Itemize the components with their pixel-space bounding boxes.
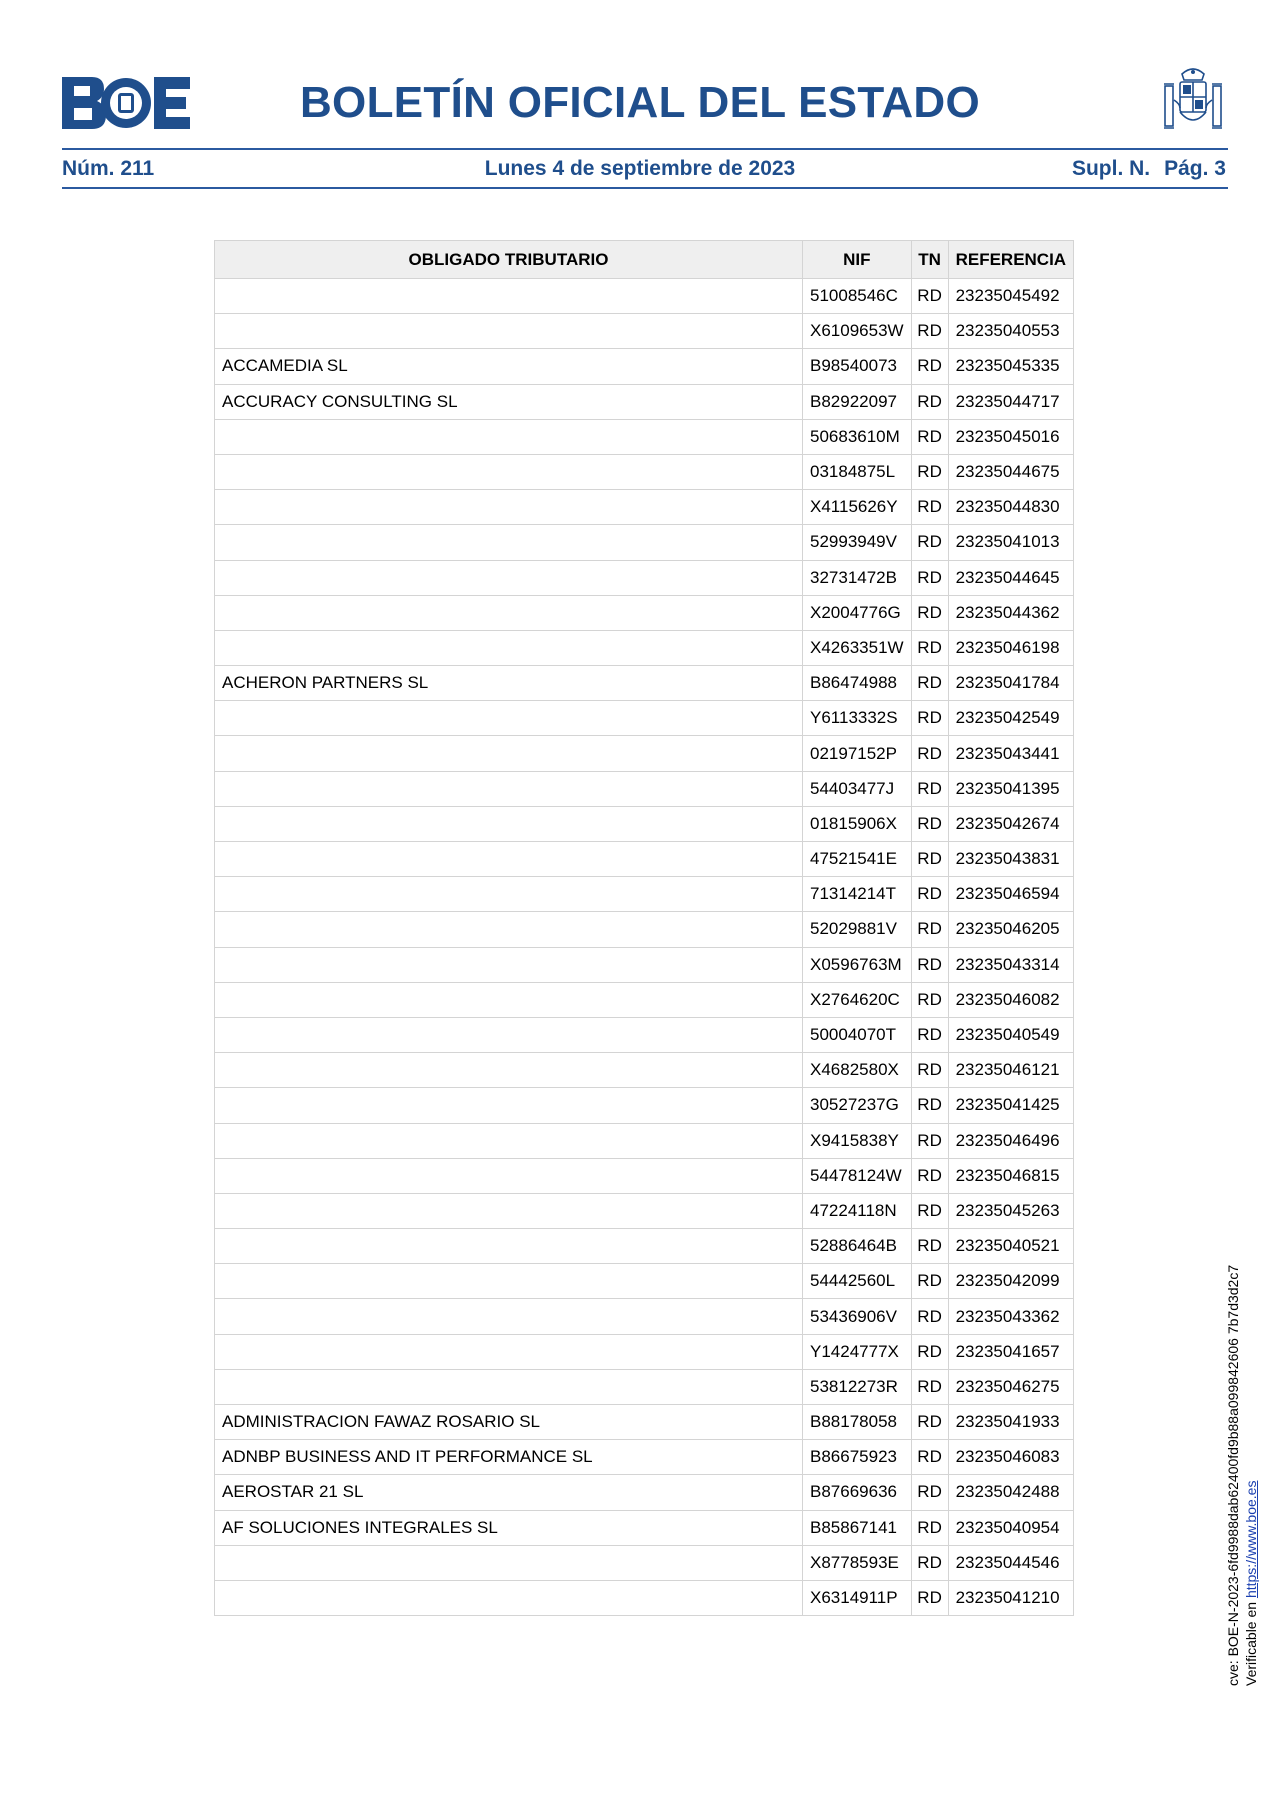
tn-cell: RD [911, 630, 948, 665]
tn-cell: RD [911, 947, 948, 982]
tn-cell: RD [911, 279, 948, 314]
tn-cell: RD [911, 314, 948, 349]
table-row [215, 1264, 1074, 1299]
tn-cell: RD [911, 842, 948, 877]
reference-cell: 23235043831 [948, 842, 1074, 877]
taxpayer-name-cell: AF SOLUCIONES INTEGRALES SL [215, 1510, 803, 1545]
nif-cell: 01815906X [803, 806, 912, 841]
table-row [215, 1088, 1074, 1123]
taxpayer-name-cell [215, 1158, 803, 1193]
tn-cell: RD [911, 1088, 948, 1123]
taxpayer-name-cell [215, 771, 803, 806]
table-row [215, 1545, 1074, 1580]
taxpayer-name-cell [215, 454, 803, 489]
nif-cell: 47521541E [803, 842, 912, 877]
reference-cell: 23235041425 [948, 1088, 1074, 1123]
taxpayer-name-cell: ACCAMEDIA SL [215, 349, 803, 384]
tn-cell: RD [911, 384, 948, 419]
reference-cell: 23235041784 [948, 666, 1074, 701]
reference-cell: 23235046083 [948, 1440, 1074, 1475]
table-row [215, 1123, 1074, 1158]
nif-cell: B86474988 [803, 666, 912, 701]
nif-cell: 54478124W [803, 1158, 912, 1193]
table-row [215, 736, 1074, 771]
column-header-obligado: OBLIGADO TRIBUTARIO [215, 241, 803, 279]
nif-cell: B86675923 [803, 1440, 912, 1475]
table-header-row [215, 241, 1074, 279]
tn-cell: RD [911, 982, 948, 1017]
tn-cell: RD [911, 1229, 948, 1264]
nif-cell: X4682580X [803, 1053, 912, 1088]
tn-cell: RD [911, 1123, 948, 1158]
table-row [215, 560, 1074, 595]
table-row [215, 525, 1074, 560]
table-row [215, 1369, 1074, 1404]
taxpayer-name-cell [215, 877, 803, 912]
tn-cell: RD [911, 1405, 948, 1440]
reference-cell: 23235044362 [948, 595, 1074, 630]
tn-cell: RD [911, 1017, 948, 1052]
reference-cell: 23235046815 [948, 1158, 1074, 1193]
reference-cell: 23235046198 [948, 630, 1074, 665]
reference-cell: 23235042099 [948, 1264, 1074, 1299]
tn-cell: RD [911, 1475, 948, 1510]
taxpayer-name-cell [215, 701, 803, 736]
table-row [215, 1299, 1074, 1334]
page-number: Pág. 3 [1164, 157, 1226, 180]
table-row [215, 912, 1074, 947]
nif-cell: X0596763M [803, 947, 912, 982]
reference-cell: 23235041013 [948, 525, 1074, 560]
tn-cell: RD [911, 560, 948, 595]
table-row [215, 419, 1074, 454]
taxpayer-name-cell [215, 912, 803, 947]
nif-cell: 53436906V [803, 1299, 912, 1334]
nif-cell: 52993949V [803, 525, 912, 560]
nif-cell: X2004776G [803, 595, 912, 630]
tn-cell: RD [911, 595, 948, 630]
verify-link[interactable]: https://www.boe.es [1243, 1480, 1259, 1599]
taxpayer-name-cell: AEROSTAR 21 SL [215, 1475, 803, 1510]
table-row [215, 947, 1074, 982]
tn-cell: RD [911, 1545, 948, 1580]
nif-cell: 47224118N [803, 1193, 912, 1228]
tn-cell: RD [911, 1440, 948, 1475]
reference-cell: 23235044546 [948, 1545, 1074, 1580]
table-row [215, 595, 1074, 630]
verification-note [1224, 1265, 1260, 1686]
taxpayer-name-cell [215, 1123, 803, 1158]
taxpayer-name-cell [215, 314, 803, 349]
taxpayer-name-cell [215, 490, 803, 525]
table-row [215, 279, 1074, 314]
tn-cell: RD [911, 1580, 948, 1615]
reference-cell: 23235045492 [948, 279, 1074, 314]
nif-cell: 52886464B [803, 1229, 912, 1264]
table-row [215, 630, 1074, 665]
taxpayer-name-cell [215, 1334, 803, 1369]
tn-cell: RD [911, 454, 948, 489]
nif-cell: 53812273R [803, 1369, 912, 1404]
cve-code: cve: BOE-N-2023-6fd9988dab62400fd9b88a099842606 7b7d3d2c7 [1225, 1264, 1241, 1686]
taxpayer-name-cell [215, 806, 803, 841]
nif-cell: 52029881V [803, 912, 912, 947]
reference-cell: 23235043362 [948, 1299, 1074, 1334]
reference-cell: 23235040553 [948, 314, 1074, 349]
taxpayer-name-cell [215, 842, 803, 877]
column-header-tn: TN [911, 241, 948, 279]
page-title: BOLETÍN OFICIAL DEL ESTADO [299, 78, 981, 127]
table-row [215, 1193, 1074, 1228]
tn-cell: RD [911, 1158, 948, 1193]
nif-cell: B82922097 [803, 384, 912, 419]
table-row [215, 1580, 1074, 1615]
nif-cell: X6314911P [803, 1580, 912, 1615]
reference-cell: 23235041657 [948, 1334, 1074, 1369]
taxpayer-name-cell [215, 1545, 803, 1580]
table-body [215, 279, 1074, 1616]
table-row [215, 982, 1074, 1017]
table-row [215, 842, 1074, 877]
nif-cell: B88178058 [803, 1405, 912, 1440]
tn-cell: RD [911, 912, 948, 947]
table-row [215, 454, 1074, 489]
taxpayer-name-cell [215, 419, 803, 454]
tn-cell: RD [911, 490, 948, 525]
reference-cell: 23235046496 [948, 1123, 1074, 1158]
reference-cell: 23235040549 [948, 1017, 1074, 1052]
table-row [215, 666, 1074, 701]
tn-cell: RD [911, 419, 948, 454]
taxpayer-name-cell [215, 947, 803, 982]
taxpayer-name-cell [215, 1229, 803, 1264]
taxpayer-name-cell [215, 1017, 803, 1052]
tn-cell: RD [911, 1053, 948, 1088]
nif-cell: 03184875L [803, 454, 912, 489]
taxpayer-name-cell [215, 982, 803, 1017]
tn-cell: RD [911, 349, 948, 384]
nif-cell: 54403477J [803, 771, 912, 806]
nif-cell: 51008546C [803, 279, 912, 314]
reference-cell: 23235046275 [948, 1369, 1074, 1404]
nif-cell: 30527237G [803, 1088, 912, 1123]
taxpayer-name-cell [215, 1053, 803, 1088]
reference-cell: 23235046205 [948, 912, 1074, 947]
reference-cell: 23235045263 [948, 1193, 1074, 1228]
table-row [215, 1053, 1074, 1088]
table-row [215, 490, 1074, 525]
column-header-referencia: REFERENCIA [948, 241, 1074, 279]
verify-prefix: Verificable en [1243, 1598, 1259, 1686]
coat-of-arms-icon [1160, 64, 1226, 136]
taxpayer-name-cell [215, 1580, 803, 1615]
nif-cell: 71314214T [803, 877, 912, 912]
table-row [215, 384, 1074, 419]
table-row [215, 314, 1074, 349]
taxpayer-name-cell: ADMINISTRACION FAWAZ ROSARIO SL [215, 1405, 803, 1440]
reference-cell: 23235041395 [948, 771, 1074, 806]
table-row [215, 1334, 1074, 1369]
nif-cell: B85867141 [803, 1510, 912, 1545]
header-rule-top [62, 148, 1228, 150]
taxpayer-name-cell: ACCURACY CONSULTING SL [215, 384, 803, 419]
nif-cell: B87669636 [803, 1475, 912, 1510]
tn-cell: RD [911, 736, 948, 771]
table-row [215, 1440, 1074, 1475]
reference-cell: 23235045016 [948, 419, 1074, 454]
nif-cell: X2764620C [803, 982, 912, 1017]
taxpayer-name-cell [215, 560, 803, 595]
taxpayer-name-cell [215, 1369, 803, 1404]
tn-cell: RD [911, 877, 948, 912]
reference-cell: 23235044645 [948, 560, 1074, 595]
reference-cell: 23235040521 [948, 1229, 1074, 1264]
taxpayer-name-cell [215, 279, 803, 314]
verify-line [1242, 1265, 1260, 1686]
tn-cell: RD [911, 701, 948, 736]
nif-cell: 50004070T [803, 1017, 912, 1052]
table-row [215, 1475, 1074, 1510]
taxpayer-name-cell [215, 595, 803, 630]
taxpayer-name-cell: ACHERON PARTNERS SL [215, 666, 803, 701]
nif-cell: X4263351W [803, 630, 912, 665]
nif-cell: 32731472B [803, 560, 912, 595]
header-rule-bottom [62, 187, 1228, 189]
nif-cell: X9415838Y [803, 1123, 912, 1158]
reference-cell: 23235045335 [948, 349, 1074, 384]
tn-cell: RD [911, 806, 948, 841]
table-row [215, 1017, 1074, 1052]
tn-cell: RD [911, 1369, 948, 1404]
tn-cell: RD [911, 666, 948, 701]
table-row [215, 806, 1074, 841]
taxpayer-name-cell [215, 1299, 803, 1334]
nif-cell: B98540073 [803, 349, 912, 384]
taxpayer-name-cell: ADNBP BUSINESS AND IT PERFORMANCE SL [215, 1440, 803, 1475]
table-row [215, 877, 1074, 912]
nif-cell: Y6113332S [803, 701, 912, 736]
reference-cell: 23235044830 [948, 490, 1074, 525]
reference-cell: 23235046082 [948, 982, 1074, 1017]
reference-cell: 23235046121 [948, 1053, 1074, 1088]
taxpayer-name-cell [215, 630, 803, 665]
reference-cell: 23235041933 [948, 1405, 1074, 1440]
reference-cell: 23235042549 [948, 701, 1074, 736]
tn-cell: RD [911, 1299, 948, 1334]
tn-cell: RD [911, 771, 948, 806]
tn-cell: RD [911, 1510, 948, 1545]
table-row [215, 771, 1074, 806]
nif-cell: 54442560L [803, 1264, 912, 1299]
page-reference [1072, 157, 1226, 183]
reference-cell: 23235043441 [948, 736, 1074, 771]
reference-cell: 23235042674 [948, 806, 1074, 841]
issue-date: Lunes 4 de septiembre de 2023 [484, 157, 796, 180]
reference-cell: 23235041210 [948, 1580, 1074, 1615]
taxpayer-name-cell [215, 1088, 803, 1123]
table-row [215, 1158, 1074, 1193]
supplement-label: Supl. N. [1071, 157, 1151, 180]
taxpayer-table [214, 240, 1074, 1616]
table-row [215, 349, 1074, 384]
nif-cell: 02197152P [803, 736, 912, 771]
reference-cell: 23235040954 [948, 1510, 1074, 1545]
nif-cell: Y1424777X [803, 1334, 912, 1369]
table-row [215, 1229, 1074, 1264]
tn-cell: RD [911, 1334, 948, 1369]
table-row [215, 1510, 1074, 1545]
reference-cell: 23235046594 [948, 877, 1074, 912]
tn-cell: RD [911, 1193, 948, 1228]
tn-cell: RD [911, 1264, 948, 1299]
nif-cell: X8778593E [803, 1545, 912, 1580]
column-header-nif: NIF [803, 241, 912, 279]
nif-cell: X6109653W [803, 314, 912, 349]
taxpayer-name-cell [215, 1193, 803, 1228]
table-row [215, 701, 1074, 736]
tn-cell: RD [911, 525, 948, 560]
taxpayer-name-cell [215, 1264, 803, 1299]
reference-cell: 23235043314 [948, 947, 1074, 982]
table-row [215, 1405, 1074, 1440]
issue-number: Núm. 211 [62, 157, 155, 180]
nif-cell: X4115626Y [803, 490, 912, 525]
reference-cell: 23235044675 [948, 454, 1074, 489]
reference-cell: 23235044717 [948, 384, 1074, 419]
nif-cell: 50683610M [803, 419, 912, 454]
taxpayer-name-cell [215, 525, 803, 560]
taxpayer-name-cell [215, 736, 803, 771]
reference-cell: 23235042488 [948, 1475, 1074, 1510]
